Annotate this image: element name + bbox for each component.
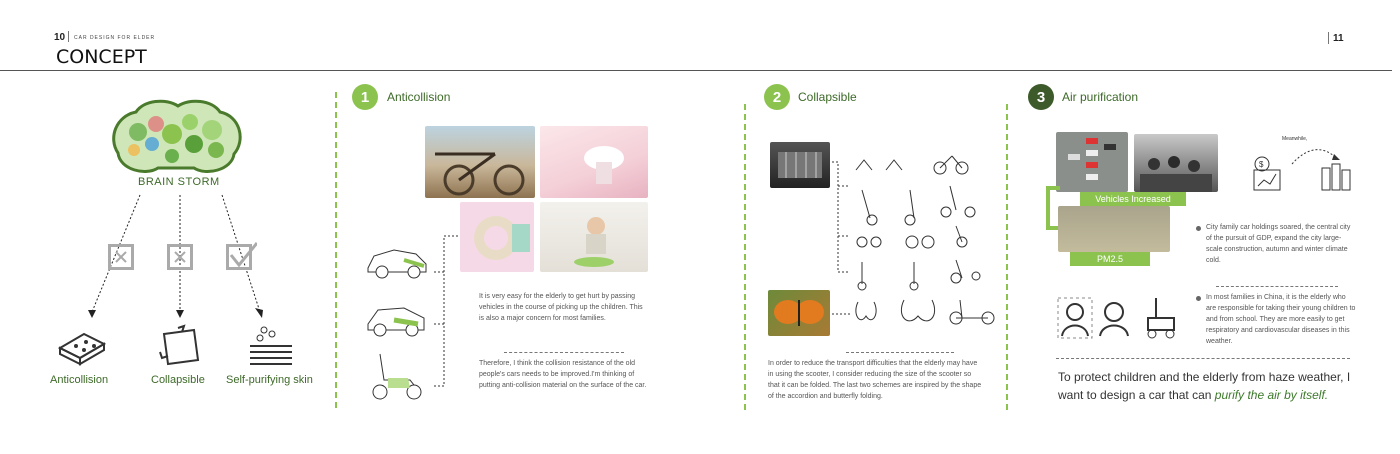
foam-roll-photo <box>460 202 534 272</box>
brainstorm-label: BRAIN STORM <box>138 176 220 188</box>
header-divider-right <box>1328 32 1329 44</box>
dotted-divider <box>1216 286 1338 287</box>
vehicles-increased-tag: Vehicles Increased <box>1080 192 1186 206</box>
section-number-badge: 2 <box>764 84 790 110</box>
parking-lot-photo <box>1056 132 1128 192</box>
section-divider <box>744 104 746 410</box>
section-paragraph: Therefore, I think the collision resistance of the old people's cars needs to be improved.I'm thinking of putting anti-collision material on the surface of the car. <box>479 360 647 389</box>
sketch-arrows <box>832 148 854 318</box>
bullet-icon <box>1196 226 1201 231</box>
pm25-tag: PM2.5 <box>1070 252 1150 266</box>
check-box-icon <box>226 244 252 270</box>
header-rule <box>0 70 1392 71</box>
cross-box-icon <box>108 244 134 270</box>
concept-label-collapsible: Collapsible <box>151 374 205 386</box>
sponge-icon <box>56 326 108 371</box>
concept-label-self-purifying: Self-purifying skin <box>226 374 313 386</box>
right-page-number: 11 <box>1333 33 1344 44</box>
section-paragraph: In order to reduce the transport difficulties that the elderly may have in using the scooter, I consider reducing the size of the scooter so that it can be folded. The last two schemes are inspired by the shape of the accordion and butterfly folding. <box>768 360 982 400</box>
haze-photo <box>1058 206 1170 252</box>
conclusion-text <box>1058 368 1358 404</box>
fold-icon <box>158 324 204 373</box>
dotted-divider <box>504 352 624 353</box>
section-paragraph: It is very easy for the elderly to get hurt by passing vehicles in the course of picking up the children. This is also a major concern for most families. <box>479 293 643 322</box>
bullet-icon <box>1196 296 1201 301</box>
brain-icon <box>108 98 244 178</box>
section-divider <box>335 92 337 408</box>
concept-label-anticollision: Anticollision <box>50 374 109 386</box>
running-title: CAR DESIGN FOR ELDER <box>74 35 156 41</box>
page-title: CONCEPT <box>56 46 147 68</box>
car-sketch-icon <box>364 238 430 287</box>
section-title: Anticollision <box>387 90 451 104</box>
section-title: Air purification <box>1062 90 1139 104</box>
header-divider <box>68 31 69 42</box>
dotted-divider <box>846 352 954 353</box>
gdp-growth-icon <box>1248 142 1358 203</box>
crowd-photo <box>1134 134 1218 192</box>
car-sketch-icon <box>364 298 430 347</box>
section-title: Collapsible <box>798 90 857 104</box>
section-number-badge: 3 <box>1028 84 1054 110</box>
baby-photo <box>540 202 648 272</box>
accordion-photo <box>770 142 830 188</box>
sketch-arrows <box>430 232 462 392</box>
cross-box-icon <box>167 244 193 270</box>
section-divider <box>1006 104 1008 410</box>
scooter-sketches-icon <box>852 150 1002 335</box>
scooter-sketch-icon <box>366 350 426 407</box>
bullet-text: In most families in China, it is the elderly who are responsible for taking their young children to and from school. They are more easily to get respiratory and cardiovascular diseases in this weather. <box>1206 294 1356 345</box>
conclusion-plain: To protect children and the elderly from haze weather, I want to design a car that can <box>1058 370 1351 402</box>
bullet-text: City family car holdings soared, the central city of the pursuit of GDP, expand the city large-scale construction, autumn and winter climate cold. <box>1206 224 1351 264</box>
tricycle-photo <box>425 126 535 198</box>
butterfly-photo <box>768 290 830 336</box>
section-number-badge: 1 <box>352 84 378 110</box>
layered-skin-icon <box>248 326 294 371</box>
svg-text:$: $ <box>1259 160 1264 169</box>
meanwhile-label: Meanwhile, <box>1282 136 1308 142</box>
elderly-child-icons <box>1056 294 1186 349</box>
dotted-divider <box>1056 358 1350 359</box>
conclusion-emphasis: purify the air by itself. <box>1214 388 1329 402</box>
left-page-number: 10 <box>54 32 66 43</box>
pink-foam-photo <box>540 126 648 198</box>
